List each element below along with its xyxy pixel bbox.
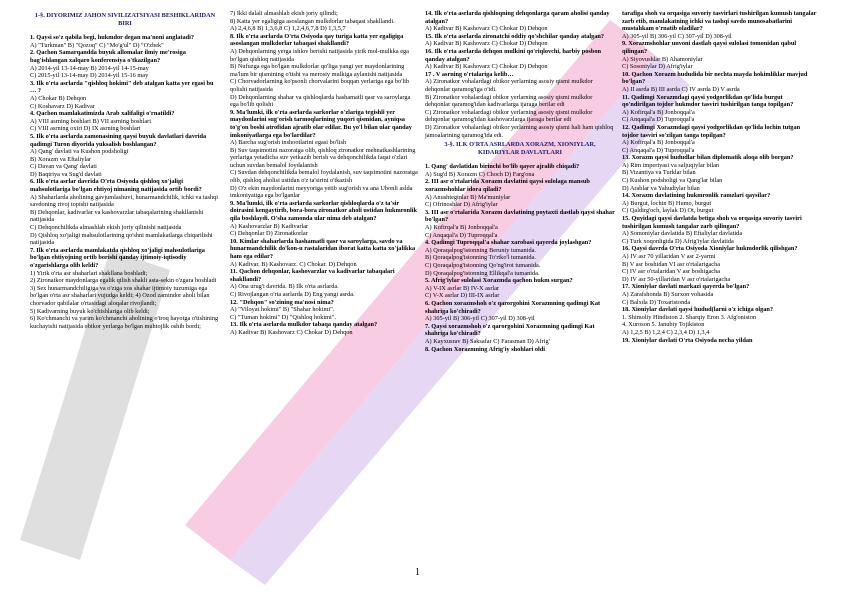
question-text: 11. Qachon dehqonlar, kashovarzlar va kadivarlar tabaqalari shakllandi? <box>230 268 395 283</box>
answer-text: A) Kadivar B) Kashovarz C) Chokar D) Dehqon <box>425 40 548 48</box>
answer-text: A) Kadivar B) Kashovarz C) Chokar D) Dehqon <box>425 25 548 33</box>
question-text: 2. Qachon Samarqandda buyuk allomalar ilmiy me'rosiga bag'ishlangan xalqaro konferensiya o'tkazilgan? <box>30 49 186 64</box>
answer-text: A) Kofirqal'a B) Jonboqqal'a <box>622 108 695 116</box>
answer-text: B) Vizantiya va Turklar bilan <box>622 169 696 177</box>
question-text: 14. Xorazm davlatining hukmronlik ramzlari qaysilar? <box>622 192 771 200</box>
question-text: 13. Ilk o'rta asrlarda mulkdor tabaqa qanday atalgan? <box>230 321 378 329</box>
question-text: 5. Afrig'iylar sulolasi Xorazmda qachon hukm surgan? <box>425 277 573 285</box>
answer-text: C) Chorvadorlarning ko'psonli chorvalarini boqqan yerlariga ega bo'lib qolishi natijasida <box>230 78 410 93</box>
answer-text: 2) Zironatkor maydonlarga egalik qilish shakli asta-sekin o'zgara boshladi <box>30 277 217 285</box>
answer-text: C) Turk xoqonligida D) Afrig'iylar davlatida <box>622 237 734 245</box>
answer-text: A) Burgut, lochin B) Humo, burgut <box>622 199 712 207</box>
answer-text: C) Zironatkor vohalardagi obikor yerlarning asosiy qismi mulkdor dehqonlar qaramog'idan kashovarzlarga ijaraga berilar edi <box>425 108 593 124</box>
question-text: 10. Qachon Xorazm hududida bir nechta mayda hokimliklar mavjud bo'lgan? <box>622 70 808 86</box>
answer-text: C) VIII asrning oxiri D) IX asrning boshlari <box>30 125 141 133</box>
answer-text: A) 305-yil B) 306-yil C) 307-yil D) 308-yil <box>425 315 535 323</box>
answer-text: C) Dehqonchilikda almashlab ekish joriy qilinishi natijasida <box>30 224 182 232</box>
answer-text: A) Kayxusrav B) Saksafar C) Farasman D) Afrig' <box>425 337 550 345</box>
question-text: 10. Kimlar shaharlarda hashamatli qasr va saroylarga, savdo va hunarmandchilik do'kon-u rastalaridan iborat katta katta xo'jalikka ham ega edilar? <box>230 237 416 260</box>
question-text: 3. III asr o'rtalarida Xorazm davlatining poytaxti dastlab qaysi shahar bo'lgan? <box>425 208 615 224</box>
answer-text: C) IV asr o'rtalaridan V asr boshigacha <box>622 268 721 276</box>
answer-text: B) Nufuzga ega bo'lgan mulkdorlar qo'liga yangi yer maydonlarining ma'lum bir qismining o'tishi va merosiy mulkiga aylanishi natijasida <box>230 63 405 78</box>
answer-text: A) Qang' davlati va Kushon podsholigi <box>30 148 129 156</box>
answer-text: A) Sug'd B) Xorazm C) Choch D) Farg'ona <box>425 170 535 178</box>
answer-text: A) Anushteginlar B) Ma'muniylar <box>425 193 511 201</box>
answer-text: 5) Kadivarning buyuk ko'chishlariga olib keldi; <box>30 307 150 315</box>
answer-text: A) Ona urug'i davrida. B) Ilk o'rta asrlarda. <box>230 283 339 291</box>
question-text: 15. Ilk o'rta asrlarda zironatchi oddiy qo'shchilar qanday atalgan? <box>425 32 605 40</box>
answer-text: A) Zironatkor vohalardagi obikor yerlarning asosiy qismi mulkdor dehqonlar qaramog'iga o'tdi. <box>425 78 593 93</box>
question-text: 18. Xioniylar davlati qaysi hudud(larni o'z ichiga olgan? <box>622 306 774 314</box>
answer-text: D) Zironatkor vohalardagi obikor yerlarning asosiy qismi hali ham qishloq jamoalarining qaramog'ida edi. <box>425 123 614 139</box>
answer-text: C) Kushon podsholigi va Qang'lar bilan <box>622 177 723 185</box>
question-text: 9. Ma'lumki, ilk o'rta asrlarda sarkorlar qishloqlarda o'z ta'sir doirasini kengaytirib, bora-bora zironatkor aholi ustidan hukmronlik qila boshlaydi. O'sha zamonda ular nima deb atalgan? <box>230 199 418 223</box>
answer-text: C) 2015-yil 13-14-may D) 2014-yil 15-16 may <box>30 72 149 80</box>
answer-text: C) Ofrinoshlar D) Afrig'iylar <box>425 201 498 209</box>
answer-text: A) VIII asrning boshlari B) VII asrning boshlari <box>30 117 151 125</box>
question-text: 17. Xioniylar davlati markazi qayerda bo'lgan? <box>622 283 750 291</box>
answer-text: C) Anqaqal'a D) Tuproqqal'a <box>425 231 498 239</box>
answer-text: A) Rim imperiyasi va saljuqiylar bilan <box>622 161 720 169</box>
question-text: 5. Ilk o'rta asrlarda zamonasining qaysi buyuk davlatlari davrida qadimgi Turon diyorida yuksalish boshlangan? <box>30 132 207 148</box>
answer-text: A) Barcha sug'orish inshootlarini egasi bo'lish <box>230 139 347 147</box>
answer-text: A) 2014-yil 13-14-may B) 2014-yil 14-15-may <box>30 64 149 72</box>
answer-text: A) 305-yil B) 306-yil C) 307-yil D) 308-yil <box>622 32 732 40</box>
question-text: 15. Quyidagi qaysi davlatda betiga shoh va orqasiga suvoriy tasviri tushirilgan kumush tangalar zarb qilingan? <box>622 215 802 230</box>
answer-text: D) Arablar va Yahudiylar bilan <box>622 184 700 192</box>
question-text: 19. Xioniylar davlati O'rta Osiyoda necha yildan <box>622 336 753 344</box>
answer-text: C) Sosoniylar D) Afrig'iylar <box>622 63 693 71</box>
answer-text: A) 2,4,6,8 B) 1,3,6,8 C) 1,2,4,6,7,8 D) 1,3,5,7 <box>230 25 346 33</box>
answer-text: A) Somoniylar davlatida B) Eftaliylar davlatida <box>622 230 743 238</box>
question-text: 2. III asr o'rtalarida Xorazm davlatini qaysi sulolaga mansub xorazmshohlar idora qiladi? <box>425 178 590 194</box>
answer-text: A) Kashovarzlar B) Kadivarlar <box>230 222 309 230</box>
answer-text: C) Davan va Qang' davlati <box>30 163 97 171</box>
answer-text: C) Koshavarz D) Kadivar <box>30 102 95 110</box>
column-1 <box>30 10 220 330</box>
question-text: 17 . V asrning o'rtalariga kelib… <box>425 70 514 78</box>
answer-text: D) O'z ekin maydonlarini meyyoriga yetib sug'orish va ana Ubonli aslda imkoniyatiga ega bo'lganlar <box>230 184 413 200</box>
answer-text: A) Kadivar B) Kashovarz C) Chokar D) Dehqon <box>425 63 548 71</box>
answer-text: A) Kadivar B) Kashovarz C) Chokar D) Dehqon <box>230 328 353 336</box>
answer-text: C) V-X asrlar D) III-IX asrlar <box>425 292 500 300</box>
answer-text: C) Qoraqalpog'istonning Qo'ng'irot tumanida. <box>425 262 541 269</box>
answer-text: 8) Katta yer egaligiga asoslangan mulkdorlar tabaqasi shakllandi. <box>230 17 395 25</box>
question-text: 4. Qadimgi Tuproqqal'a shahar xarobasi qayerda joylashgan? <box>425 239 592 247</box>
answer-text: 7) Ikki dalali almashlab ekish joriy qilindi; <box>230 10 338 17</box>
answer-text: D) Dehqonlarning shahar va qishloqlarda hashamatli qasr va saroylarga ega bo'lib qolishi <box>230 93 411 109</box>
answer-text: A) Siyovushlar B) Ahamoniylar <box>622 55 703 63</box>
answer-text: C) Anqaqal'a D) Tuproqqal'a <box>622 146 695 154</box>
answer-text: C) "Tuman hokimi" D) "Qishloq hokimi". <box>230 313 336 321</box>
answer-text: C) Dehqonlar D) Zironatkorlar <box>230 230 308 238</box>
answer-text: B) Xorazm va Eftaliylar <box>30 155 92 163</box>
question-text: 6. Ilk o'rta asrlar davrida O'rta Osiyoda qishloq xo'jaligi mahsulotlariga bo'lgan ehtiyoj nimaning natijasida ortib bordi? <box>30 178 202 194</box>
question-text: 8. Ilk o'rta asrlarda O'rta Osiyoda qay turiga katta yer egaligiga asoslangan mulkdorlar tabaqasi shakllandi? <box>230 32 404 48</box>
answer-text: A) Shaharlarda aholining gavjumlashuvi, hunarmandchilik, ichki va tashqi savdoning rivoj topishi natijasida <box>30 193 218 209</box>
column-4 <box>622 10 817 344</box>
answer-text: C) Rivojlangan o'rta asrlarda D) Eng yangi asrda. <box>230 290 355 298</box>
question-text: 3. Ilk o'rta asrlarda "qishloq hokimi" deb atalgan katta yer egasi bu … ? <box>30 79 214 95</box>
answer-text: B) V asr boshidan VI asr o'rtalarigacha <box>622 260 721 268</box>
answer-text: C) Anqaqal'a D) Tuproqqal'a <box>622 116 695 124</box>
question-text: 14. Ilk o'rta asrlarda qishloqning dehqonlarga qaram aholisi qanday atalgan? <box>425 10 610 25</box>
question-text: 11. Qadimgi Xorazmdagi qaysi yodgorlikdan qo'lida burgut qo'ndirilgan tojdor hukmdor tasviri tushirilgan tanga topilgan? <box>622 93 794 109</box>
answer-text: A) V-IX asrlar B) IV-X asrlar <box>425 284 500 292</box>
question-text: 1. Qaysi so'z qabila begi, hukmdor degan ma'noni anglatadi? <box>30 34 194 42</box>
answer-text: B) Zironatkor vohalardagi obikor yerlarning asosiy qismi mulkdor dehqonlar qaramog'idan kadivarlarga ijaraga berilar edi <box>425 93 593 109</box>
answer-text: A) Kadivar. B) Kashovarz. C) Chokar. D) Dehqon <box>230 260 357 268</box>
answer-text: D) Qishloq xo'jaligi mahsulotlarining qo'shni mamlakatlarga chiqarilishi natijasida <box>30 231 213 247</box>
question-text: 16. Qaysi davrda O'rta Osiyoda Xioniylar hukmdorlik qilishgan? <box>622 245 798 253</box>
answer-text: A) "Viloyat hokimi" B) "Shahar hokimi". <box>230 306 335 314</box>
question-text: 8. Qachon Xorazmning Afrig'iy shohlari oldi <box>425 345 546 353</box>
question-text: 16. Ilk o'rta asrlarda dehqon mulkini qo'riqlovchi, harbiy posbon qanday atalgan? <box>425 47 602 63</box>
question-text: 9. Xorazmshohlar unvoni dastlab qaysi sulolasi tomonidan qabul qilingan? <box>622 40 797 55</box>
answer-text: D) IV asr 50-yillaridan V asr o'rtalarigacha <box>622 275 731 283</box>
answer-text: A) 1,2,5 B) 1,2,4 C) 2,3,4 D) 1,3,4 <box>622 328 710 336</box>
answer-text: A) Dehqonlarning yerga ishlov berishi natijasida yirik mol-mulkka ega bo'lgan qishloq natijasida <box>230 47 409 63</box>
question-text: 9. Ma'lumki, ilk o'rta asrlarda sarkorlar o'zlariga tegishli yer maydonlarini sug'orish tarmoqlarining yuqori qismidan, ayniqsa to'g'on boshi atrofidan ajratib olar edilar. Bu yo'l bilan ular qanday imkoniyatlarga ega bo'lardilar? <box>230 108 412 139</box>
answer-text: A) IV asr 70 yillaridan V asr 2-yarmi <box>622 253 716 260</box>
question-text: 7. Ilk o'rta asrlarda mamlakatda qishloq xo'jaligi mahsulotlariga bo'lgan ehtiyojning ortib borishi qanday ijtimoiy-iqtisodiy o'zgarishlarga olib keldi? <box>30 246 205 269</box>
answer-text: C) Suvdan dehqonchilikda bemalol foydalanish, suv taqsimotini nazoratga olib, qishloq aholisi ustidan o'z ta'sirini o'tkazish <box>230 169 418 185</box>
answer-text: C) Qaldirg'och, laylak D) Ot, burgut <box>622 207 714 215</box>
answer-text: 6) Ko'chmanchi va yarim ko'chmanchi aholining o'troq hayotga o'tishining kuchayishi natijasida obikor yerlarga bo'lgan muhtojlik oshib bordi; <box>30 315 219 330</box>
answer-text: D) Qoraqalpog'istonning Ellikqal'a tumanida. <box>425 269 540 277</box>
answer-text: A) Chokar B) Dehqon <box>30 94 87 102</box>
answer-text: B) Suv taqsimotini nazoratga olib, qishloq zironatkor mehnatkashlarining yerlariga yetadicha suv yetkazib berish va dehqonchilikda faqat o'zlari uchun suvdan bemalol foydalanish <box>230 146 416 169</box>
question-text: 12. "Dehqon" so'zining ma'nosi nima? <box>230 298 334 306</box>
column-2 <box>230 10 420 337</box>
question-text: tarafiga shoh va orqasiga suvoriy tasvirlari tushirilgan kumush tangalar zarb etib, mamlakatning ichki va tashqi savdo munosabatlarini mustahkam o'rnatib oladilar? <box>622 10 817 33</box>
answer-text: A) Kofirqal'a B) Jonboqqal'a <box>622 139 695 147</box>
answer-text: A) Kofirqal'a B) Jonboqqal'a <box>425 224 498 232</box>
answer-text: A) "Turkman" B) "Qozoq" C) "Mo'g'ul" D) "O'zbek" <box>30 41 164 49</box>
answer-text: A) Qoraqalpog'istonning Beruniy tumanida. <box>425 246 536 254</box>
column-3 <box>425 10 615 353</box>
question-text: 12. Qadimgi Xorazmdagi qaysi yodgorlikdan qo'lida lochin tutgan tojdor tasviri so'zilgan tanga topilgan? <box>622 123 801 139</box>
question-text: 1. Qang' davlatidan birinchi bo'lib qayer ajralib chiqadi? <box>425 163 580 171</box>
answer-text: C) Balxda D) Toxaristonda <box>622 298 691 306</box>
answer-text: A) Zarafshonda B) Surxon vohasida <box>622 290 714 298</box>
answer-text: B) Dehqonlar, kadivarlar va kashovarzlar tabaqalarining shakllanishi natijasida <box>30 208 204 224</box>
question-text: 13. Xorazm qaysi hududlar bilan diplomatik aloqa olib borgan? <box>622 154 794 162</box>
answer-text: 4. Xuroson 5. Janubiy Tojikiston <box>622 321 705 329</box>
answer-text: A) II asrda B) III asrda C) IV asrda D) V asrda <box>622 85 740 93</box>
question-text: 6. Qachon xorazmshoh o'z qarorgohini Xorazmning qadimgi Kat shahriga ko'chiradi? <box>425 299 601 315</box>
section-heading: 3-§. ILK O'RTA ASRLARDA XORAZM, XIONIYLAR, KIDARIYLAR DAVLATLARI <box>444 141 596 156</box>
answer-text: B) Qoraqalpog'istonning To'rtko'l tumanida. <box>425 254 536 262</box>
question-text: 7. Qaysi xorazmshoh o'z qarorgohini Xorazmning qadimgi Kat shahriga ko'chiradi? <box>425 322 595 338</box>
answer-text: D) Baqtriya va Sug'd davlati <box>30 170 102 178</box>
question-text: 4. Qachon mamlakatimizda Arab xalifaligi o'rnatildi? <box>30 110 175 118</box>
answer-text: 1. Shimoliy Hindiston 2. Sharqiy Eron 3. Afg'oniston <box>622 313 757 321</box>
answer-text: 1) Yirik o'rta asr shaharlari shakllana boshladi; <box>30 269 148 277</box>
section-heading: 1-§. DIYORIMIZ JAHON SIVILIZATSIYASI BESHIKLARIDAN BIRI <box>34 12 216 27</box>
answer-text: 3) Sex hunarmandchiligiga va o'ziga xos shahar ijtimoiy tuzumiga ega bo'lgan o'rta asr shaharlari vujudga keldi; 4) Ozod zamindor aholi bilan chorvador qabilalar o'rtasidagi aloqalar rivojlandi; <box>30 284 210 307</box>
page-number: 1 <box>415 567 420 578</box>
